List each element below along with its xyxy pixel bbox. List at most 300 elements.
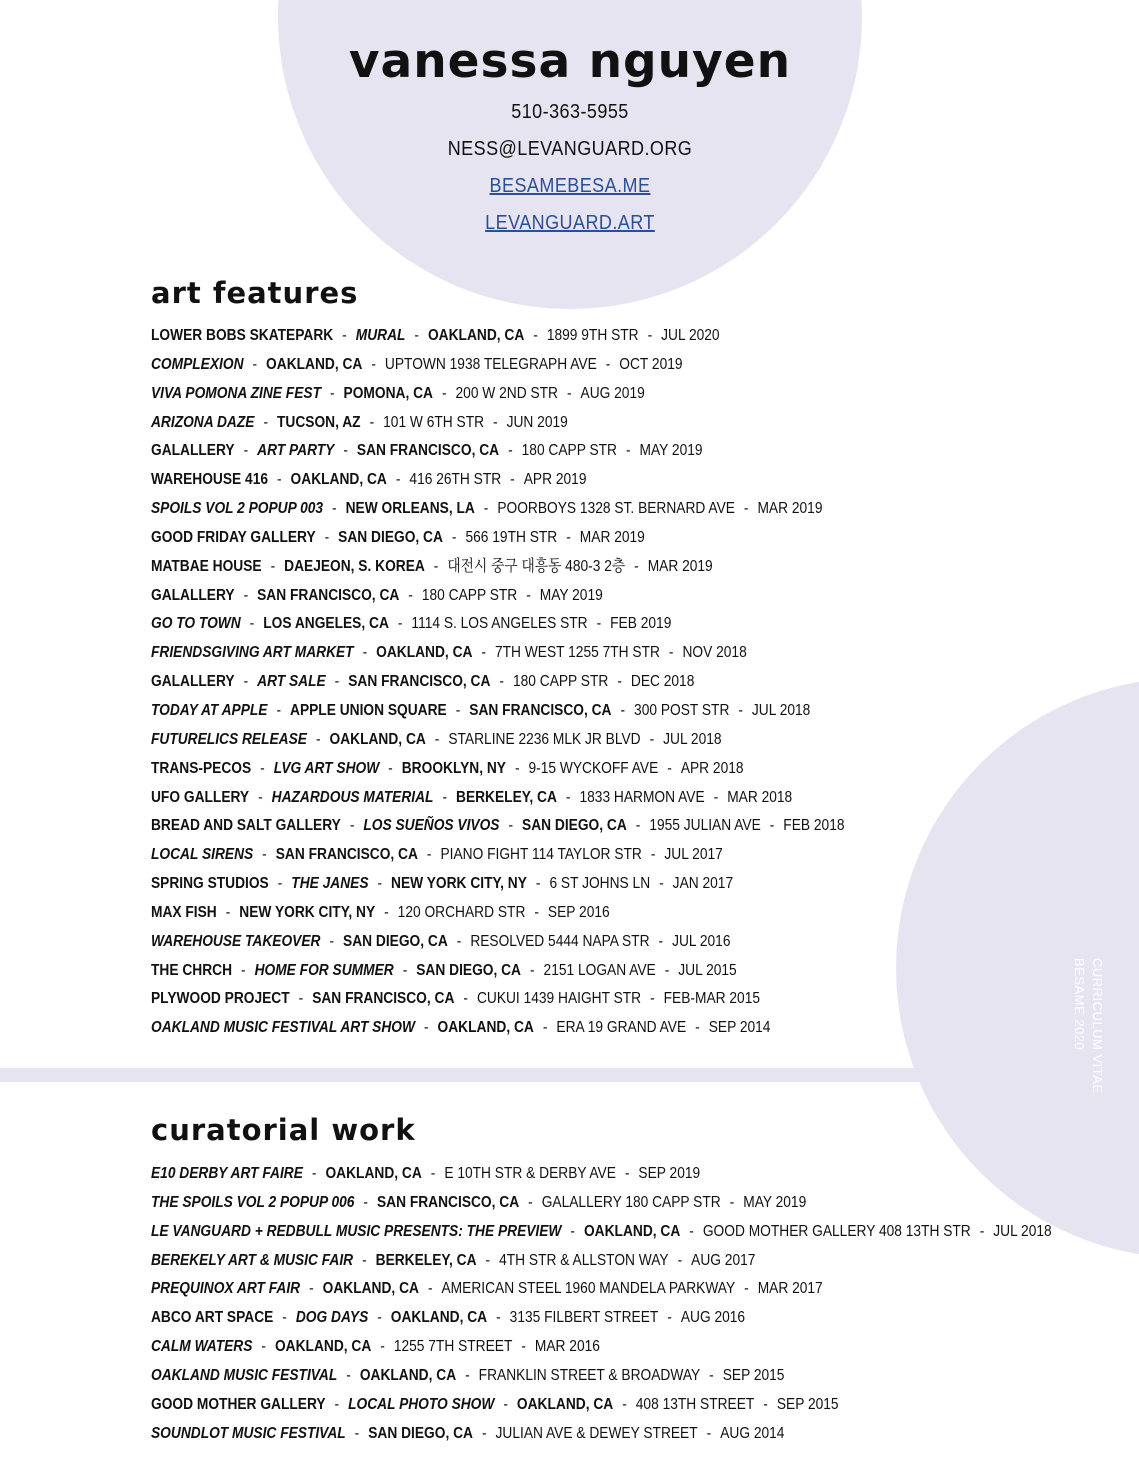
entry-field: UPTOWN 1938 TELEGRAPH AVE (384, 355, 597, 373)
list-item (151, 351, 844, 380)
entry-field: SAN FRANCISCO, CA (275, 846, 418, 864)
separator: - (601, 355, 615, 373)
entry-field: AUG 2014 (720, 1424, 785, 1442)
separator: - (373, 1309, 386, 1327)
entry-field: CALM WATERS (151, 1338, 253, 1356)
curatorial-work-list (151, 1160, 1139, 1448)
entry-field: 120 ORCHARD STR (397, 903, 526, 921)
entry-field: OAKLAND, CA (359, 1366, 457, 1384)
separator: - (492, 1309, 505, 1327)
separator: - (424, 1280, 437, 1298)
separator: - (517, 1338, 530, 1356)
separator: - (691, 1019, 704, 1037)
separator: - (239, 586, 252, 604)
entry-field: WAREHOUSE TAKEOVER (151, 932, 321, 950)
separator: - (248, 355, 261, 373)
entry-field: GO TO TOWN (151, 615, 241, 633)
separator: - (376, 1338, 389, 1356)
entry-field: JUL 2018 (663, 730, 722, 748)
entry-field: GALALLERY 180 CAPP STR (541, 1193, 721, 1211)
entry-field: NEW YORK CITY, NY (391, 875, 527, 893)
entry-field: PREQUINOX ART FAIR (151, 1280, 301, 1298)
separator: - (673, 1251, 687, 1269)
entry-field: JUN 2019 (506, 413, 568, 431)
separator: - (258, 846, 271, 864)
separator: - (631, 817, 645, 835)
entry-field: 408 13TH STREET (635, 1395, 755, 1413)
separator: - (654, 932, 667, 950)
separator: - (759, 1395, 772, 1413)
separator: - (365, 413, 378, 431)
entry-field: MAR 2019 (647, 557, 713, 575)
separator: - (254, 788, 267, 806)
list-item (151, 495, 844, 524)
entry-field: 200 W 2ND STR (455, 384, 558, 402)
entry-field: NEW ORLEANS, LA (345, 500, 475, 518)
separator: - (621, 1165, 634, 1182)
list-item (151, 322, 844, 351)
separator: - (339, 442, 352, 460)
entry-field: POMONA, CA (343, 384, 433, 402)
entry-field: MATBAE HOUSE (151, 557, 262, 575)
separator: - (245, 615, 259, 633)
separator: - (478, 1424, 491, 1442)
separator: - (522, 586, 535, 604)
entry-field: ART SALE (257, 673, 326, 691)
entry-field: CUKUI 1439 HAIGHT STR (476, 990, 642, 1008)
separator: - (975, 1222, 989, 1240)
separator: - (622, 442, 635, 460)
separator: - (504, 817, 517, 835)
entry-field: SAN DIEGO, CA (416, 961, 522, 979)
entry-field: APPLE UNION SQUARE (290, 701, 447, 719)
separator: - (320, 528, 334, 546)
entry-field: 180 CAPP STR (521, 442, 617, 460)
entry-field: JUL 2016 (672, 932, 731, 950)
separator: - (239, 442, 252, 460)
side-note-line: CURRICULUM VITAE (1090, 958, 1105, 1094)
separator: - (438, 788, 451, 806)
separator: - (430, 730, 444, 748)
entry-field: OAKLAND, CA (583, 1222, 681, 1240)
list-item (151, 985, 844, 1014)
entry-field: MAX FISH (151, 903, 217, 921)
separator: - (429, 557, 443, 575)
entry-field: SAN FRANCISCO, CA (356, 442, 500, 460)
list-item (151, 841, 844, 870)
entry-field: OAKLAND MUSIC FESTIVAL ART SHOW (151, 1019, 415, 1037)
list-item (151, 437, 844, 466)
separator: - (392, 471, 405, 489)
separator: - (266, 557, 279, 575)
entry-field: BEREKELY ART & MUSIC FAIR (151, 1251, 354, 1269)
separator: - (394, 615, 407, 633)
list-item (151, 1420, 1052, 1449)
side-note (1066, 958, 1106, 1094)
list-item (151, 582, 844, 611)
list-item (151, 553, 844, 582)
separator: - (530, 903, 543, 921)
entry-field: OAKLAND, CA (266, 355, 363, 373)
separator: - (358, 644, 371, 662)
entry-field: DAEJEON, S. KOREA (284, 557, 425, 575)
separator: - (308, 1165, 321, 1182)
separator: - (326, 384, 339, 402)
entry-field: ART PARTY (257, 442, 335, 460)
separator: - (647, 846, 660, 864)
separator: - (562, 528, 575, 546)
separator: - (506, 471, 519, 489)
entry-field: OAKLAND, CA (322, 1280, 419, 1298)
separator: - (663, 759, 676, 777)
entry-field: SAN DIEGO, CA (368, 1424, 473, 1442)
list-item (151, 668, 844, 697)
separator: - (350, 1424, 364, 1442)
entry-field: POORBOYS 1328 ST. BERNARD AVE (497, 500, 735, 518)
list-item (151, 899, 844, 928)
entry-field: LOWER BOBS SKATEPARK (151, 327, 334, 344)
entry-field: MURAL (355, 327, 406, 344)
entry-field: MAY 2019 (539, 586, 603, 604)
entry-field: SEP 2015 (722, 1366, 785, 1384)
entry-field: E 10TH STR & DERBY AVE (444, 1165, 616, 1182)
separator: - (702, 1424, 716, 1442)
entry-field: SAN FRANCISCO, CA (257, 586, 400, 604)
separator: - (524, 1193, 537, 1211)
separator: - (256, 759, 269, 777)
separator: - (477, 644, 490, 662)
entry-field: SEP 2014 (708, 1019, 771, 1037)
separator: - (646, 990, 659, 1008)
separator: - (495, 673, 508, 691)
entry-field: 1833 HARMON AVE (579, 788, 705, 806)
entry-field: 2151 LOGAN AVE (543, 961, 656, 979)
separator: - (358, 1251, 371, 1269)
separator: - (451, 701, 465, 719)
entry-field: APR 2019 (523, 471, 587, 489)
separator: - (532, 875, 545, 893)
phone-number: 510-363-5955 (511, 101, 629, 123)
list-item (151, 928, 844, 957)
separator: - (655, 875, 668, 893)
separator: - (566, 1222, 579, 1240)
entry-field: DOG DAYS (295, 1309, 369, 1327)
entry-field: MAR 2018 (727, 788, 793, 806)
list-item (151, 812, 844, 841)
separator: - (410, 327, 423, 344)
entry-field: 7TH WEST 1255 7TH STR (495, 644, 660, 662)
separator: - (338, 327, 351, 344)
list-item (151, 1218, 1052, 1247)
list-item (151, 639, 844, 668)
website-link-levanguard[interactable]: LEVANGUARD.ART (485, 212, 655, 234)
list-item (151, 1247, 1052, 1276)
separator: - (592, 615, 605, 633)
entry-field: 6 ST JOHNS LN (549, 875, 651, 893)
entry-field: NOV 2018 (682, 644, 747, 662)
list-item (151, 380, 844, 409)
list-item (151, 957, 844, 986)
entry-field: OAKLAND, CA (329, 730, 426, 748)
entry-field: LOCAL SIRENS (151, 846, 254, 864)
entry-field: MAY 2019 (743, 1193, 807, 1211)
entry-field: OAKLAND MUSIC FESTIVAL (151, 1366, 338, 1384)
entry-field: MAR 2017 (757, 1280, 823, 1298)
entry-field: OAKLAND, CA (290, 471, 387, 489)
entry-field: STARLINE 2236 MLK JR BLVD (448, 730, 641, 748)
entry-field: OAKLAND, CA (437, 1019, 534, 1037)
entry-field: 416 26TH STR (409, 471, 502, 489)
entry-field: THE SPOILS VOL 2 POPUP 006 (151, 1193, 355, 1211)
entry-field: 180 CAPP STR (512, 673, 609, 691)
entry-field: SAN DIEGO, CA (338, 528, 443, 546)
separator: - (272, 701, 285, 719)
entry-field: THE CHRCH (151, 961, 233, 979)
entry-field: MAR 2016 (534, 1338, 600, 1356)
list-item (151, 524, 844, 553)
entry-field: LOS SUEÑOS VIVOS (363, 817, 500, 835)
separator: - (618, 1395, 631, 1413)
entry-field: 566 19TH STR (465, 528, 558, 546)
entry-field: SPOILS VOL 2 POPUP 003 (151, 500, 324, 518)
separator: - (511, 759, 524, 777)
entry-field: E10 DERBY ART FAIRE (151, 1165, 303, 1182)
entry-field: GOOD MOTHER GALLERY 408 13TH STR (702, 1222, 971, 1240)
separator: - (237, 961, 250, 979)
entry-field: GALALLERY (151, 586, 235, 604)
entry-field: GOOD FRIDAY GALLERY (151, 528, 316, 546)
list-item (151, 466, 844, 495)
separator: - (373, 875, 386, 893)
entry-field: 180 CAPP STR (421, 586, 518, 604)
separator: - (562, 788, 575, 806)
entry-field: HAZARDOUS MATERIAL (271, 788, 434, 806)
separator: - (345, 817, 359, 835)
list-item (151, 1014, 844, 1043)
list-item (151, 1189, 1052, 1218)
separator: - (384, 759, 397, 777)
entry-field: SOUNDLOT MUSIC FESTIVAL (151, 1424, 346, 1442)
entry-field: FEB-MAR 2015 (663, 990, 761, 1008)
entry-field: SAN FRANCISCO, CA (312, 990, 455, 1008)
entry-field: BREAD AND SALT GALLERY (151, 817, 341, 835)
entry-field: 1955 JULIAN AVE (649, 817, 761, 835)
entry-field: 1899 9TH STR (546, 327, 639, 344)
entry-field: SEP 2019 (638, 1165, 701, 1182)
list-item (151, 726, 844, 755)
separator: - (709, 788, 723, 806)
list-item (151, 870, 844, 899)
entry-field: AUG 2017 (691, 1251, 756, 1269)
entry-field: TODAY AT APPLE (151, 701, 268, 719)
separator: - (539, 1019, 552, 1037)
list-item (151, 1304, 1052, 1333)
separator: - (645, 730, 658, 748)
entry-field: ARIZONA DAZE (151, 413, 255, 431)
entry-field: 300 POST STR (634, 701, 730, 719)
entry-field: SAN DIEGO, CA (343, 932, 448, 950)
list-item (151, 697, 844, 726)
separator: - (499, 1395, 512, 1413)
entry-field: SAN FRANCISCO, CA (348, 673, 491, 691)
entry-field: OAKLAND, CA (274, 1338, 372, 1356)
entry-field: JUL 2020 (661, 327, 720, 344)
entry-field: DEC 2018 (630, 673, 695, 691)
entry-field: OAKLAND, CA (516, 1395, 614, 1413)
entry-field: 대전시 중구 대흥동 480-3 2층 (447, 557, 626, 575)
list-item (151, 1275, 1052, 1304)
separator: - (398, 961, 412, 979)
entry-field: BERKELEY, CA (456, 788, 557, 806)
entry-field: JUL 2017 (664, 846, 723, 864)
entry-field: SEP 2015 (776, 1395, 839, 1413)
website-link-besame[interactable]: BESAMEBESA.ME (489, 175, 651, 197)
entry-field: SPRING STUDIOS (151, 875, 269, 893)
entry-field: PIANO FIGHT 114 TAYLOR STR (440, 846, 642, 864)
entry-field: COMPLEXION (151, 355, 244, 373)
separator: - (294, 990, 308, 1008)
entry-field: 1114 S. LOS ANGELES STR (411, 615, 588, 633)
entry-field: OAKLAND, CA (390, 1309, 488, 1327)
entry-field: BERKELEY, CA (375, 1251, 477, 1269)
separator: - (423, 846, 436, 864)
separator: - (448, 528, 461, 546)
entry-field: PLYWOOD PROJECT (151, 990, 290, 1008)
separator: - (630, 557, 643, 575)
entry-field: TRANS-PECOS (151, 759, 252, 777)
entry-field: 9-15 WYCKOFF AVE (528, 759, 659, 777)
separator: - (273, 875, 287, 893)
entry-field: LVG ART SHOW (273, 759, 380, 777)
entry-field: HOME FOR SUMMER (254, 961, 394, 979)
separator: - (259, 413, 272, 431)
entry-field: GALALLERY (151, 442, 235, 460)
entry-field: VIVA POMONA ZINE FEST (151, 384, 321, 402)
list-item (151, 1333, 1052, 1362)
separator: - (663, 1309, 676, 1327)
entry-field: GOOD MOTHER GALLERY (151, 1395, 326, 1413)
separator: - (489, 413, 502, 431)
entry-field: OAKLAND, CA (325, 1165, 422, 1182)
list-item (151, 409, 844, 438)
separator: - (479, 500, 493, 518)
separator: - (305, 1280, 318, 1298)
entry-field: APR 2018 (680, 759, 744, 777)
entry-field: JUL 2018 (993, 1222, 1052, 1240)
entry-field: GALALLERY (151, 673, 235, 691)
entry-field: AUG 2016 (680, 1309, 746, 1327)
art-features-list (151, 322, 957, 1043)
entry-field: LOCAL PHOTO SHOW (348, 1395, 495, 1413)
email-address: NESS@LEVANGUARD.ORG (447, 138, 693, 160)
entry-field: OAKLAND, CA (376, 644, 473, 662)
entry-field: MAY 2019 (639, 442, 703, 460)
entry-field: 1255 7TH STREET (393, 1338, 513, 1356)
entry-field: FRANKLIN STREET & BROADWAY (478, 1366, 701, 1384)
separator: - (239, 673, 252, 691)
entry-field: LOS ANGELES, CA (263, 615, 389, 633)
separator: - (420, 1019, 433, 1037)
list-item (151, 784, 844, 813)
separator: - (438, 384, 451, 402)
entry-field: SAN FRANCISCO, CA (469, 701, 612, 719)
art-features-heading: art features (151, 276, 359, 310)
list-item (151, 1391, 1052, 1420)
entry-field: NEW YORK CITY, NY (239, 903, 376, 921)
list-item (151, 755, 844, 784)
entry-field: WAREHOUSE 416 (151, 471, 269, 489)
separator: - (273, 471, 286, 489)
separator: - (330, 673, 344, 691)
entry-field: FEB 2019 (610, 615, 672, 633)
separator: - (367, 355, 380, 373)
list-item (151, 1160, 1052, 1189)
separator: - (459, 990, 472, 1008)
entry-field: 4TH STR & ALLSTON WAY (499, 1251, 669, 1269)
entry-field: AUG 2019 (580, 384, 645, 402)
separator: - (404, 586, 417, 604)
person-name: vanessa nguyen (348, 34, 792, 89)
entry-field: FRIENDSGIVING ART MARKET (151, 644, 354, 662)
entry-field: FUTURELICS RELEASE (151, 730, 307, 748)
entry-field: SAN DIEGO, CA (522, 817, 627, 835)
entry-field: JUL 2015 (678, 961, 737, 979)
cv-header (278, 30, 862, 242)
entry-field: SAN FRANCISCO, CA (376, 1193, 520, 1211)
entry-field: UFO GALLERY (151, 788, 250, 806)
entry-field: FEB 2018 (783, 817, 845, 835)
separator: - (380, 903, 393, 921)
entry-field: TUCSON, AZ (277, 413, 361, 431)
separator: - (616, 701, 629, 719)
list-item (151, 1362, 1052, 1391)
separator: - (665, 644, 678, 662)
entry-field: ABCO ART SPACE (151, 1309, 274, 1327)
entry-field: THE JANES (291, 875, 369, 893)
entry-field: BROOKLYN, NY (401, 759, 506, 777)
separator: - (765, 817, 779, 835)
section-divider-band (0, 1068, 920, 1082)
curatorial-work-heading: curatorial work (151, 1113, 416, 1147)
separator: - (660, 961, 674, 979)
separator: - (481, 1251, 494, 1269)
separator: - (257, 1338, 270, 1356)
separator: - (740, 500, 753, 518)
separator: - (461, 1366, 474, 1384)
entry-field: LE VANGUARD + REDBULL MUSIC PRESENTS: THE PREVIEW (151, 1222, 562, 1240)
separator: - (342, 1366, 355, 1384)
separator: - (504, 442, 517, 460)
entry-field: MAR 2019 (579, 528, 645, 546)
list-item (151, 610, 844, 639)
separator: - (734, 701, 747, 719)
separator: - (278, 1309, 291, 1327)
separator: - (529, 327, 542, 344)
separator: - (526, 961, 539, 979)
entry-field: ERA 19 GRAND AVE (556, 1019, 687, 1037)
entry-field: 101 W 6TH STR (383, 413, 485, 431)
side-note-line: BESAME 2020 (1072, 958, 1087, 1051)
entry-field: RESOLVED 5444 NAPA STR (470, 932, 650, 950)
entry-field: AMERICAN STEEL 1960 MANDELA PARKWAY (441, 1280, 736, 1298)
separator: - (563, 384, 576, 402)
separator: - (359, 1193, 372, 1211)
entry-field: JULIAN AVE & DEWEY STREET (495, 1424, 698, 1442)
separator: - (643, 327, 657, 344)
entry-field: MAR 2019 (757, 500, 823, 518)
entry-field: OCT 2019 (619, 355, 683, 373)
separator: - (613, 673, 626, 691)
